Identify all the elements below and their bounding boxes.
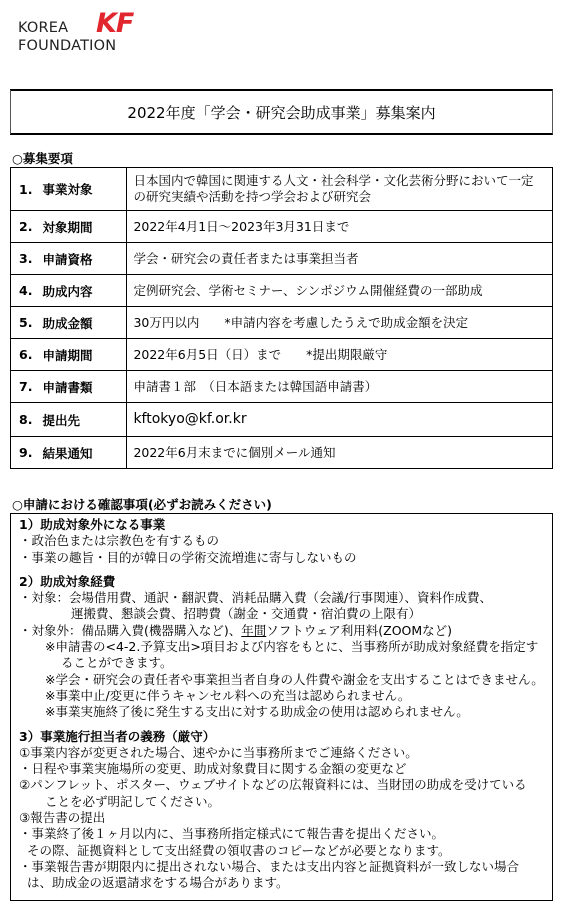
- list-item: ※学会・研究会の責任者や事業担当者自身の人件費や謝金を支出することはできません。: [45, 671, 544, 687]
- row-value-line: の研究実績や活動を持つ学会および研究会: [133, 189, 371, 204]
- row-value-line: 日本国内で韓国に関連する人文・社会科学・文化芸術分野において一定: [133, 173, 534, 189]
- list-item: ②パンフレット、ポスター、ウェブサイトなどの広報資料には、当財団の助成を受けている: [19, 777, 527, 793]
- list-item: ・対象：会場借用費、通訳・翻訳費、消耗品購入費（会議/行事関連）、資料作成費、: [19, 590, 492, 606]
- notes-box: [10, 513, 553, 901]
- row-number: 4.: [11, 275, 39, 307]
- list-item: は、助成金の返還請求をする場合があります。: [27, 875, 289, 891]
- row-number: 3.: [11, 243, 39, 275]
- row-label: 結果通知: [38, 437, 127, 469]
- row-label: 助成内容: [38, 275, 127, 307]
- submission-email: kftokyo@kf.or.kr: [127, 403, 553, 437]
- row-number: 1.: [11, 168, 39, 211]
- row-label: 対象期間: [38, 211, 127, 243]
- row-value: 学会・研究会の責任者または事業担当者: [127, 243, 553, 275]
- table-row: [11, 275, 553, 307]
- row-value: 2022年6月5日（日）まで *提出期限厳守: [127, 339, 553, 371]
- notes-heading: 2）助成対象経費: [19, 573, 116, 589]
- table-row: [11, 211, 553, 243]
- table-row: [11, 307, 553, 339]
- list-item: ・事業終了後１ヶ月以内に、当事務所指定様式にて報告書を提出ください。: [19, 826, 445, 842]
- section-heading-requirements: ○募集要項: [12, 151, 73, 166]
- page-title: 2022年度「学会・研究会助成事業」募集案内: [10, 89, 553, 135]
- row-value: [127, 168, 553, 211]
- list-item: ※申請書の<4-2.予算支出>項目および内容をもとに、当事務所が助成対象経費を指定す: [45, 639, 539, 655]
- row-value: 2022年6月末までに個別メール通知: [127, 437, 553, 469]
- row-value: 30万円以内 *申請内容を考慮したうえで助成金額を決定: [127, 307, 553, 339]
- list-item: ることができます。: [61, 655, 173, 671]
- row-label: 事業対象: [38, 168, 127, 211]
- list-item: その際、証拠資料として支出経費の領収書のコピーなどが必要となります。: [27, 842, 451, 858]
- list-item: ・事業報告書が期限内に提出されない場合、または支出内容と証拠資料が一致しない場合: [19, 858, 520, 874]
- list-item-text: ・対象外：備品購入費(機器購入など)、: [19, 622, 242, 638]
- list-item: ・事業の趣旨・目的が韓日の学術交流増進に寄与しないもの: [19, 549, 357, 565]
- requirements-table: [10, 167, 553, 469]
- notes-heading: 3）事業施行担当者の義務（厳守）: [19, 728, 216, 744]
- list-item: 運搬費、懇談会費、招聘費（謝金・交通費・宿泊費の上限有）: [71, 606, 422, 622]
- table-row: [11, 403, 553, 437]
- row-label: 提出先: [38, 403, 127, 437]
- row-label: 申請期間: [38, 339, 127, 371]
- list-item: ・政治色または宗教色を有するもの: [19, 533, 220, 549]
- row-label: 助成金額: [38, 307, 127, 339]
- row-number: 6.: [11, 339, 39, 371]
- list-item-text: ソフトウェア利用料(ZOOMなど): [266, 622, 453, 638]
- row-number: 7.: [11, 371, 39, 403]
- table-row: [11, 339, 553, 371]
- row-number: 5.: [11, 307, 39, 339]
- logo-text-korea: KOREA: [18, 20, 69, 36]
- notes-heading: 1）助成対象外になる事業: [19, 517, 166, 532]
- table-row: [11, 371, 553, 403]
- row-number: 8.: [11, 403, 39, 437]
- table-row: [11, 437, 553, 469]
- row-number: 2.: [11, 211, 39, 243]
- logo-text-foundation: FOUNDATION: [18, 38, 117, 54]
- row-value: 2022年4月1日～2023年3月31日まで: [127, 211, 553, 243]
- table-row: [11, 243, 553, 275]
- row-value: 定例研究会、学術セミナー、シンポジウム開催経費の一部助成: [127, 275, 553, 307]
- row-label: 申請書類: [38, 371, 127, 403]
- row-number: 9.: [11, 437, 39, 469]
- list-item: ※事業実施終了後に発生する支出に対する助成金の使用は認められません。: [45, 704, 469, 720]
- table-row: [11, 168, 553, 211]
- korea-foundation-logo: [18, 8, 148, 54]
- list-item: ①事業内容が変更された場合、速やかに当事務所までご連絡ください。: [19, 744, 418, 760]
- row-label: 申請資格: [38, 243, 127, 275]
- list-item: ※事業中止/変更に伴うキャンセル料への充当は認められません。: [45, 687, 411, 703]
- list-item: ことを必ず明記してください。: [45, 793, 221, 809]
- list-item: [11, 623, 552, 639]
- kf-logo-mark: KF: [96, 8, 134, 39]
- list-item: ・日程や事業実施場所の変更、助成対象費目に関する金額の変更など: [19, 761, 407, 777]
- row-value: 申請書１部 （日本語または韓国語申請書）: [127, 371, 553, 403]
- underlined-text: 年間: [241, 622, 267, 638]
- list-item: ③報告書の提出: [19, 810, 106, 826]
- section-heading-notes: ○申請における確認事項(必ずお読みください): [12, 497, 272, 512]
